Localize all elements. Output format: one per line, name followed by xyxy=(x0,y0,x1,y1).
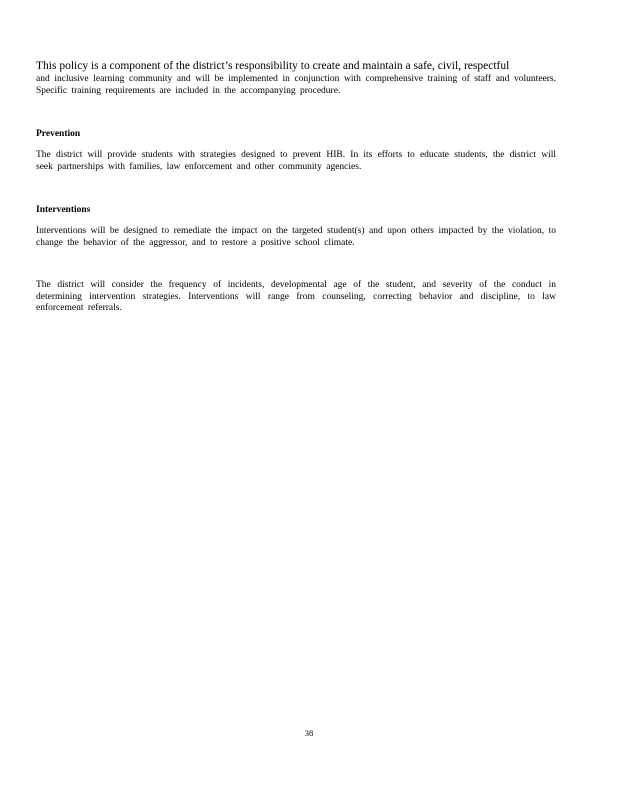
intro-lead-line: This policy is a component of the district’s responsibility to create and maintain a safe, civil, respectful xyxy=(36,60,510,72)
intro-paragraph: and inclusive learning community and will be implemented in conjunction with comprehensive training of staff and volunteers. Specific training requirements are included in the accompanying procedure. xyxy=(36,74,556,96)
interventions-heading: Interventions xyxy=(36,205,91,215)
prevention-heading: Prevention xyxy=(36,129,81,139)
page-number: 38 xyxy=(304,728,314,738)
prevention-paragraph: The district will provide students with strategies designed to prevent HIB. In its efforts to educate students, the district will seek partnerships with families, law enforcement and other community agencies. xyxy=(36,150,556,172)
interventions-paragraph-1: Interventions will be designed to remediate the impact on the targeted student(s) and upon others impacted by the violation, to change the behavior of the aggressor, and to restore a positive school climate. xyxy=(36,226,556,248)
interventions-paragraph-2: The district will consider the frequency of incidents, developmental age of the student, and severity of the conduct in determining intervention strategies. Interventions will range from counseling, correcting behavior and discipline, to law enforcement referrals. xyxy=(36,280,556,313)
